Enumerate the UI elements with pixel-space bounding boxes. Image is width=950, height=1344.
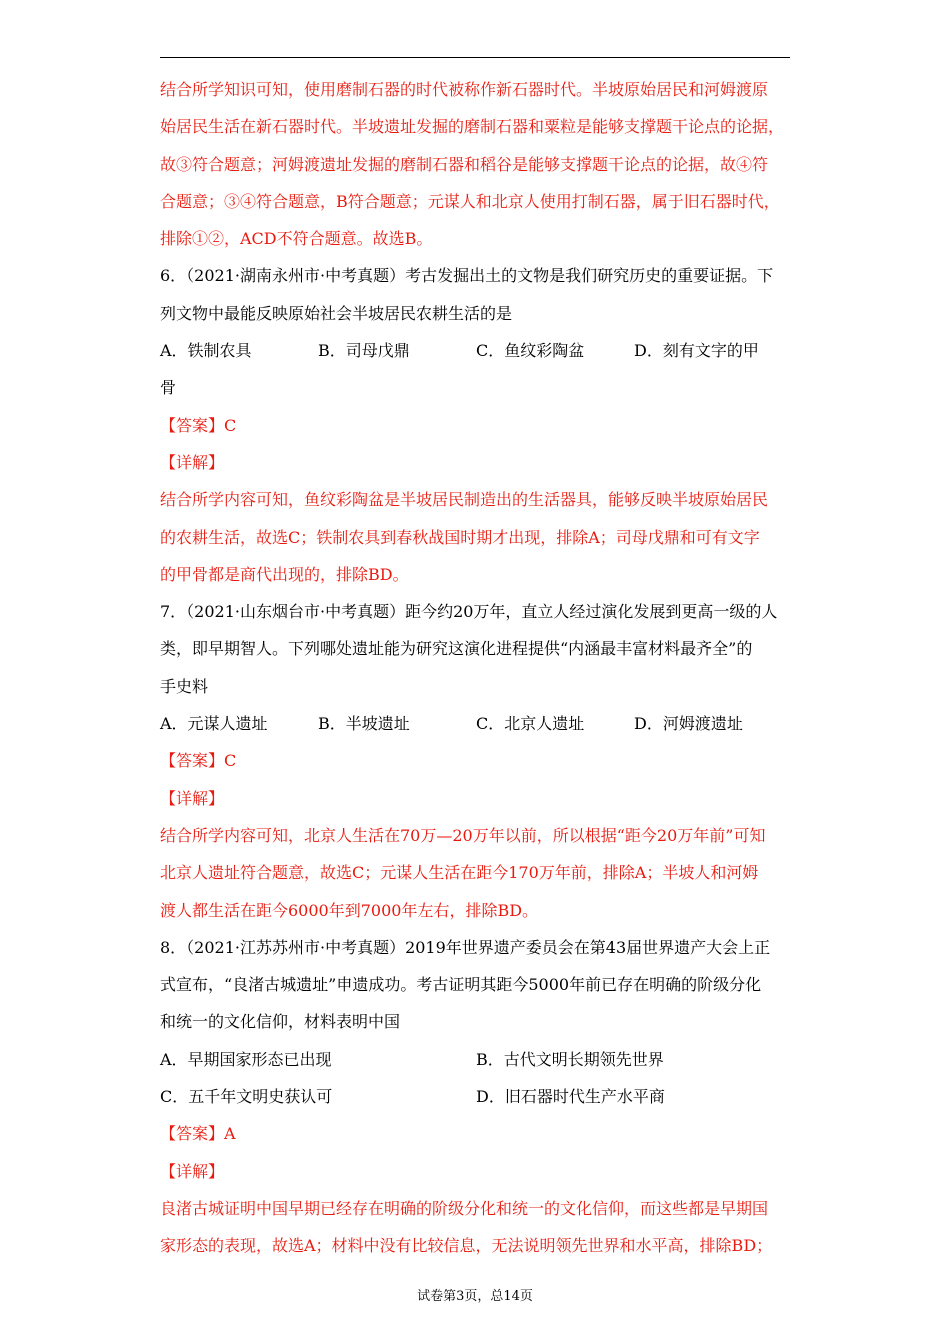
answer-line bbox=[160, 1115, 792, 1152]
question-stem: 式宣布，“良渚古城遗址”申遗成功。考古证明其距今5000年前已存在明确的阶级分化 bbox=[160, 975, 762, 995]
answer-value: A bbox=[224, 1124, 236, 1144]
option-a: A．早期国家形态已出现 bbox=[160, 1049, 332, 1069]
question-stem: 类，即早期智人。下列哪处遗址能为研究这演化进程提供“内涵最丰富材料最齐全”的 bbox=[160, 639, 753, 659]
explanation-line: 家形态的表现，故选A；材料中没有比较信息，无法说明领先世界和水平高，排除BD； bbox=[160, 1236, 773, 1256]
answer-line bbox=[160, 407, 792, 444]
answer-value: C bbox=[224, 751, 237, 771]
explanation-line: 结合所学内容可知，北京人生活在70万—20万年以前，所以根据“距今20万年前”可知 bbox=[160, 825, 766, 845]
header-rule bbox=[160, 57, 790, 58]
q5-explanation bbox=[160, 71, 792, 257]
detail-tag: 【详解】 bbox=[160, 452, 225, 472]
explanation-line: 的甲骨都是商代出现的，排除BD。 bbox=[160, 564, 409, 584]
page-content bbox=[160, 71, 792, 1265]
option-c: C．北京人遗址 bbox=[476, 714, 585, 734]
option-a: A．铁制农具 bbox=[160, 341, 252, 361]
option-d: D．刻有文字的甲 bbox=[634, 341, 759, 361]
answer-tag: 【答案】 bbox=[160, 415, 225, 435]
question-stem: 6．（2021·湖南永州市·中考真题）考古发掘出土的文物是我们研究历史的重要证据。下 bbox=[160, 266, 774, 286]
question-stem: 手史料 bbox=[160, 676, 209, 696]
option-d: D．河姆渡遗址 bbox=[634, 714, 743, 734]
options-row bbox=[160, 1041, 792, 1078]
answer-line bbox=[160, 742, 792, 779]
explanation-line: 良渚古城证明中国早期已经存在明确的阶级分化和统一的文化信仰，而这些都是早期国 bbox=[160, 1198, 769, 1218]
explanation-line: 结合所学知识可知，使用磨制石器的时代被称作新石器时代。半坡原始居民和河姆渡原 bbox=[160, 80, 769, 99]
question-stem: 7．（2021·山东烟台市·中考真题）距今约20万年，直立人经过演化发展到更高一级的人 bbox=[160, 602, 778, 622]
question-stem: 和统一的文化信仰，材料表明中国 bbox=[160, 1012, 401, 1032]
option-c: C．五千年文明史获认可 bbox=[160, 1087, 333, 1107]
options-row bbox=[160, 705, 792, 742]
option-wrap: 骨 bbox=[160, 378, 177, 398]
answer-tag: 【答案】 bbox=[160, 1124, 225, 1144]
option-b: B．古代文明长期领先世界 bbox=[476, 1049, 664, 1069]
option-c: C．鱼纹彩陶盆 bbox=[476, 341, 585, 361]
explanation-line: 北京人遗址符合题意，故选C；元谋人生活在距今170万年前，排除A；半坡人和河姆 bbox=[160, 863, 759, 883]
question-6 bbox=[160, 257, 792, 593]
detail-tag: 【详解】 bbox=[160, 1161, 225, 1181]
explanation-line: 渡人都生活在距今6000年到7000年左右，排除BD。 bbox=[160, 900, 539, 920]
explanation-line: 故③符合题意；河姆渡遗址发掘的磨制石器和稻谷是能够支撑题干论点的论据，故④符 bbox=[160, 154, 769, 174]
option-d: D．旧石器时代生产水平商 bbox=[476, 1087, 665, 1107]
explanation-line: 的农耕生活，故选C；铁制农具到春秋战国时期才出现，排除A；司母戊鼎和可有文字 bbox=[160, 527, 760, 547]
question-stem: 8．（2021·江苏苏州市·中考真题）2019年世界遗产委员会在第43届世界遗产大会上正 bbox=[160, 937, 771, 957]
options-row bbox=[160, 1078, 792, 1115]
explanation-line: 始居民生活在新石器时代。半坡遗址发掘的磨制石器和粟粒是能够支撑题干论点的论据， bbox=[160, 117, 785, 137]
explanation-line: 结合所学内容可知，鱼纹彩陶盆是半坡居民制造出的生活器具，能够反映半坡原始居民 bbox=[160, 490, 769, 510]
explanation-line: 合题意；③④符合题意，B符合题意；元谋人和北京人使用打制石器，属于旧石器时代， bbox=[160, 191, 780, 211]
question-8 bbox=[160, 929, 792, 1265]
option-a: A．元谋人遗址 bbox=[160, 714, 268, 734]
page-footer: 试卷第3页，总14页 bbox=[417, 1289, 533, 1304]
option-b: B．半坡遗址 bbox=[318, 714, 410, 734]
option-b: B．司母戊鼎 bbox=[318, 341, 410, 361]
question-7 bbox=[160, 593, 792, 929]
options-row bbox=[160, 332, 792, 369]
answer-tag: 【答案】 bbox=[160, 751, 225, 771]
question-stem: 列文物中最能反映原始社会半坡居民农耕生活的是 bbox=[160, 303, 513, 323]
detail-tag: 【详解】 bbox=[160, 788, 225, 808]
answer-value: C bbox=[224, 415, 237, 435]
explanation-line: 排除①②，ACD不符合题意。故选B。 bbox=[160, 229, 433, 249]
